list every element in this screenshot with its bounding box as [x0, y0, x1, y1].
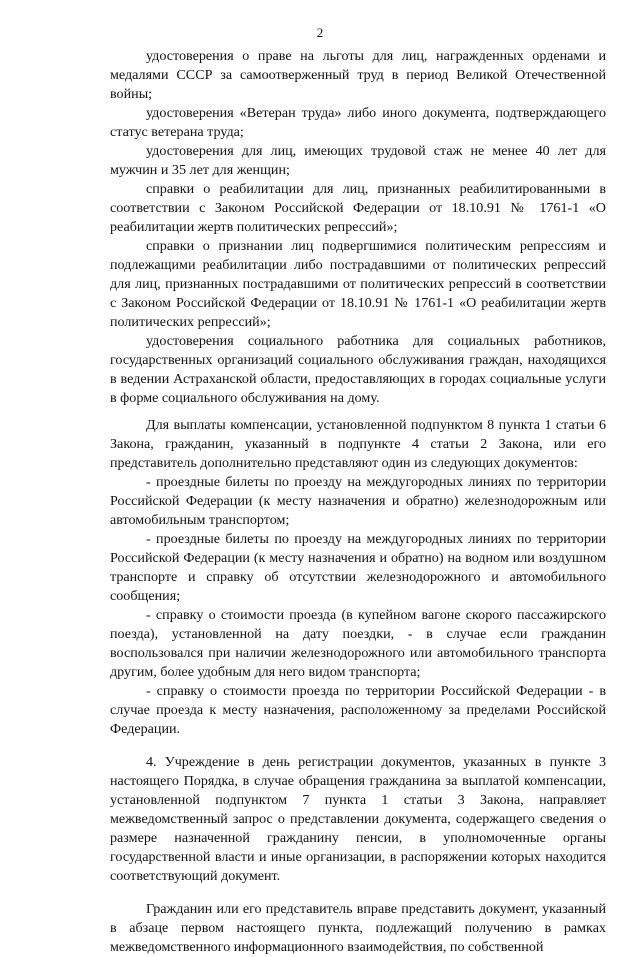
- paragraph-repression-victims-certificate: справки о признании лиц подвергшимися политическим репрессиям и подлежащими реабилитации либо пострадавшими от политических репрессий для лиц, признанных пострадавшими от политических репрессий в соответствии с Законом Российской Федерации от 18.10.91 № 1761-1 «О реабилитации жертв политических репрессий»;: [110, 238, 606, 330]
- paragraph-citizen-right-to-submit: Гражданин или его представитель вправе представить документ, указанный в абзаце первом настоящего пункта, подлежащий получению в рамках межведомственного информационного взаимодействия, по собственной: [110, 901, 606, 955]
- paragraph-labor-veteran-certificate: удостоверения «Ветеран труда» либо иного документа, подтверждающего статус ветерана труда;: [110, 105, 606, 140]
- list-item-rail-road-tickets: - проездные билеты по проезду на междугородных линиях по территории Российской Федерации (к месту назначения и обратно) железнодорожным или автомобильным транспортом;: [110, 474, 606, 528]
- list-item-coupe-fare-certificate: - справку о стоимости проезда (в купейном вагоне скорого пассажирского поезда), установленной на дату поездки, - в случае если гражданин воспользовался при наличии железнодорожного или автомобильного транспорта другим, более удобным для него видом транспорта;: [110, 607, 606, 680]
- page-number: 2: [316, 25, 324, 40]
- paragraph-labor-medals-certificate: удостоверения о праве на льготы для лиц, награжденных орденами и медалями СССР за самоотверженный труд в период Великой Отечественной войны;: [110, 48, 606, 102]
- document-body: [110, 47, 606, 957]
- paragraph-social-worker-certificate: удостоверения социального работника для социальных работников, государственных организаций социального обслуживания граждан, находящихся в ведении Астраханской области, предоставляющих в городах социальные услуги в форме социального обслуживания на дому.: [110, 333, 606, 406]
- list-item-water-air-tickets: - проездные билеты по проезду на междугородных линиях по территории Российской Федерации (к месту назначения и обратно) на водном или воздушном транспорте и справку об отсутствии железнодорожного и автомобильного сообщения;: [110, 531, 606, 604]
- section-4-interagency-request: 4. Учреждение в день регистрации документов, указанных в пункте 3 настоящего Порядка, в случае обращения гражданина за выплатой компенсации, установленной подпунктом 7 пункта 1 статьи 3 Закона, направляет межведомственный запрос о представлении документа, содержащего сведения о размере назначенной гражданину пенсии, в уполномоченные органы государственной власти и иные организации, в распоряжении которых находится соответствующий документ.: [110, 754, 606, 884]
- paragraph-rehabilitation-certificate: справки о реабилитации для лиц, признанных реабилитированными в соответствии с Законом Российской Федерации от 18.10.91 № 1761-1 «О реабилитации жертв политических репрессий»;: [110, 181, 606, 235]
- paragraph-work-experience-certificate: удостоверения для лиц, имеющих трудовой стаж не менее 40 лет для мужчин и 35 лет для женщин;: [110, 143, 606, 178]
- paragraph-compensation-documents: Для выплаты компенсации, установленной подпунктом 8 пункта 1 статьи 6 Закона, гражданин, указанный в подпункте 4 статьи 2 Закона, или его представитель дополнительно представляют один из следующих документов:: [110, 417, 606, 471]
- list-item-travel-cost-certificate: - справку о стоимости проезда по территории Российской Федерации - в случае проезда к месту назначения, расположенному за пределами Российской Федерации.: [110, 683, 606, 737]
